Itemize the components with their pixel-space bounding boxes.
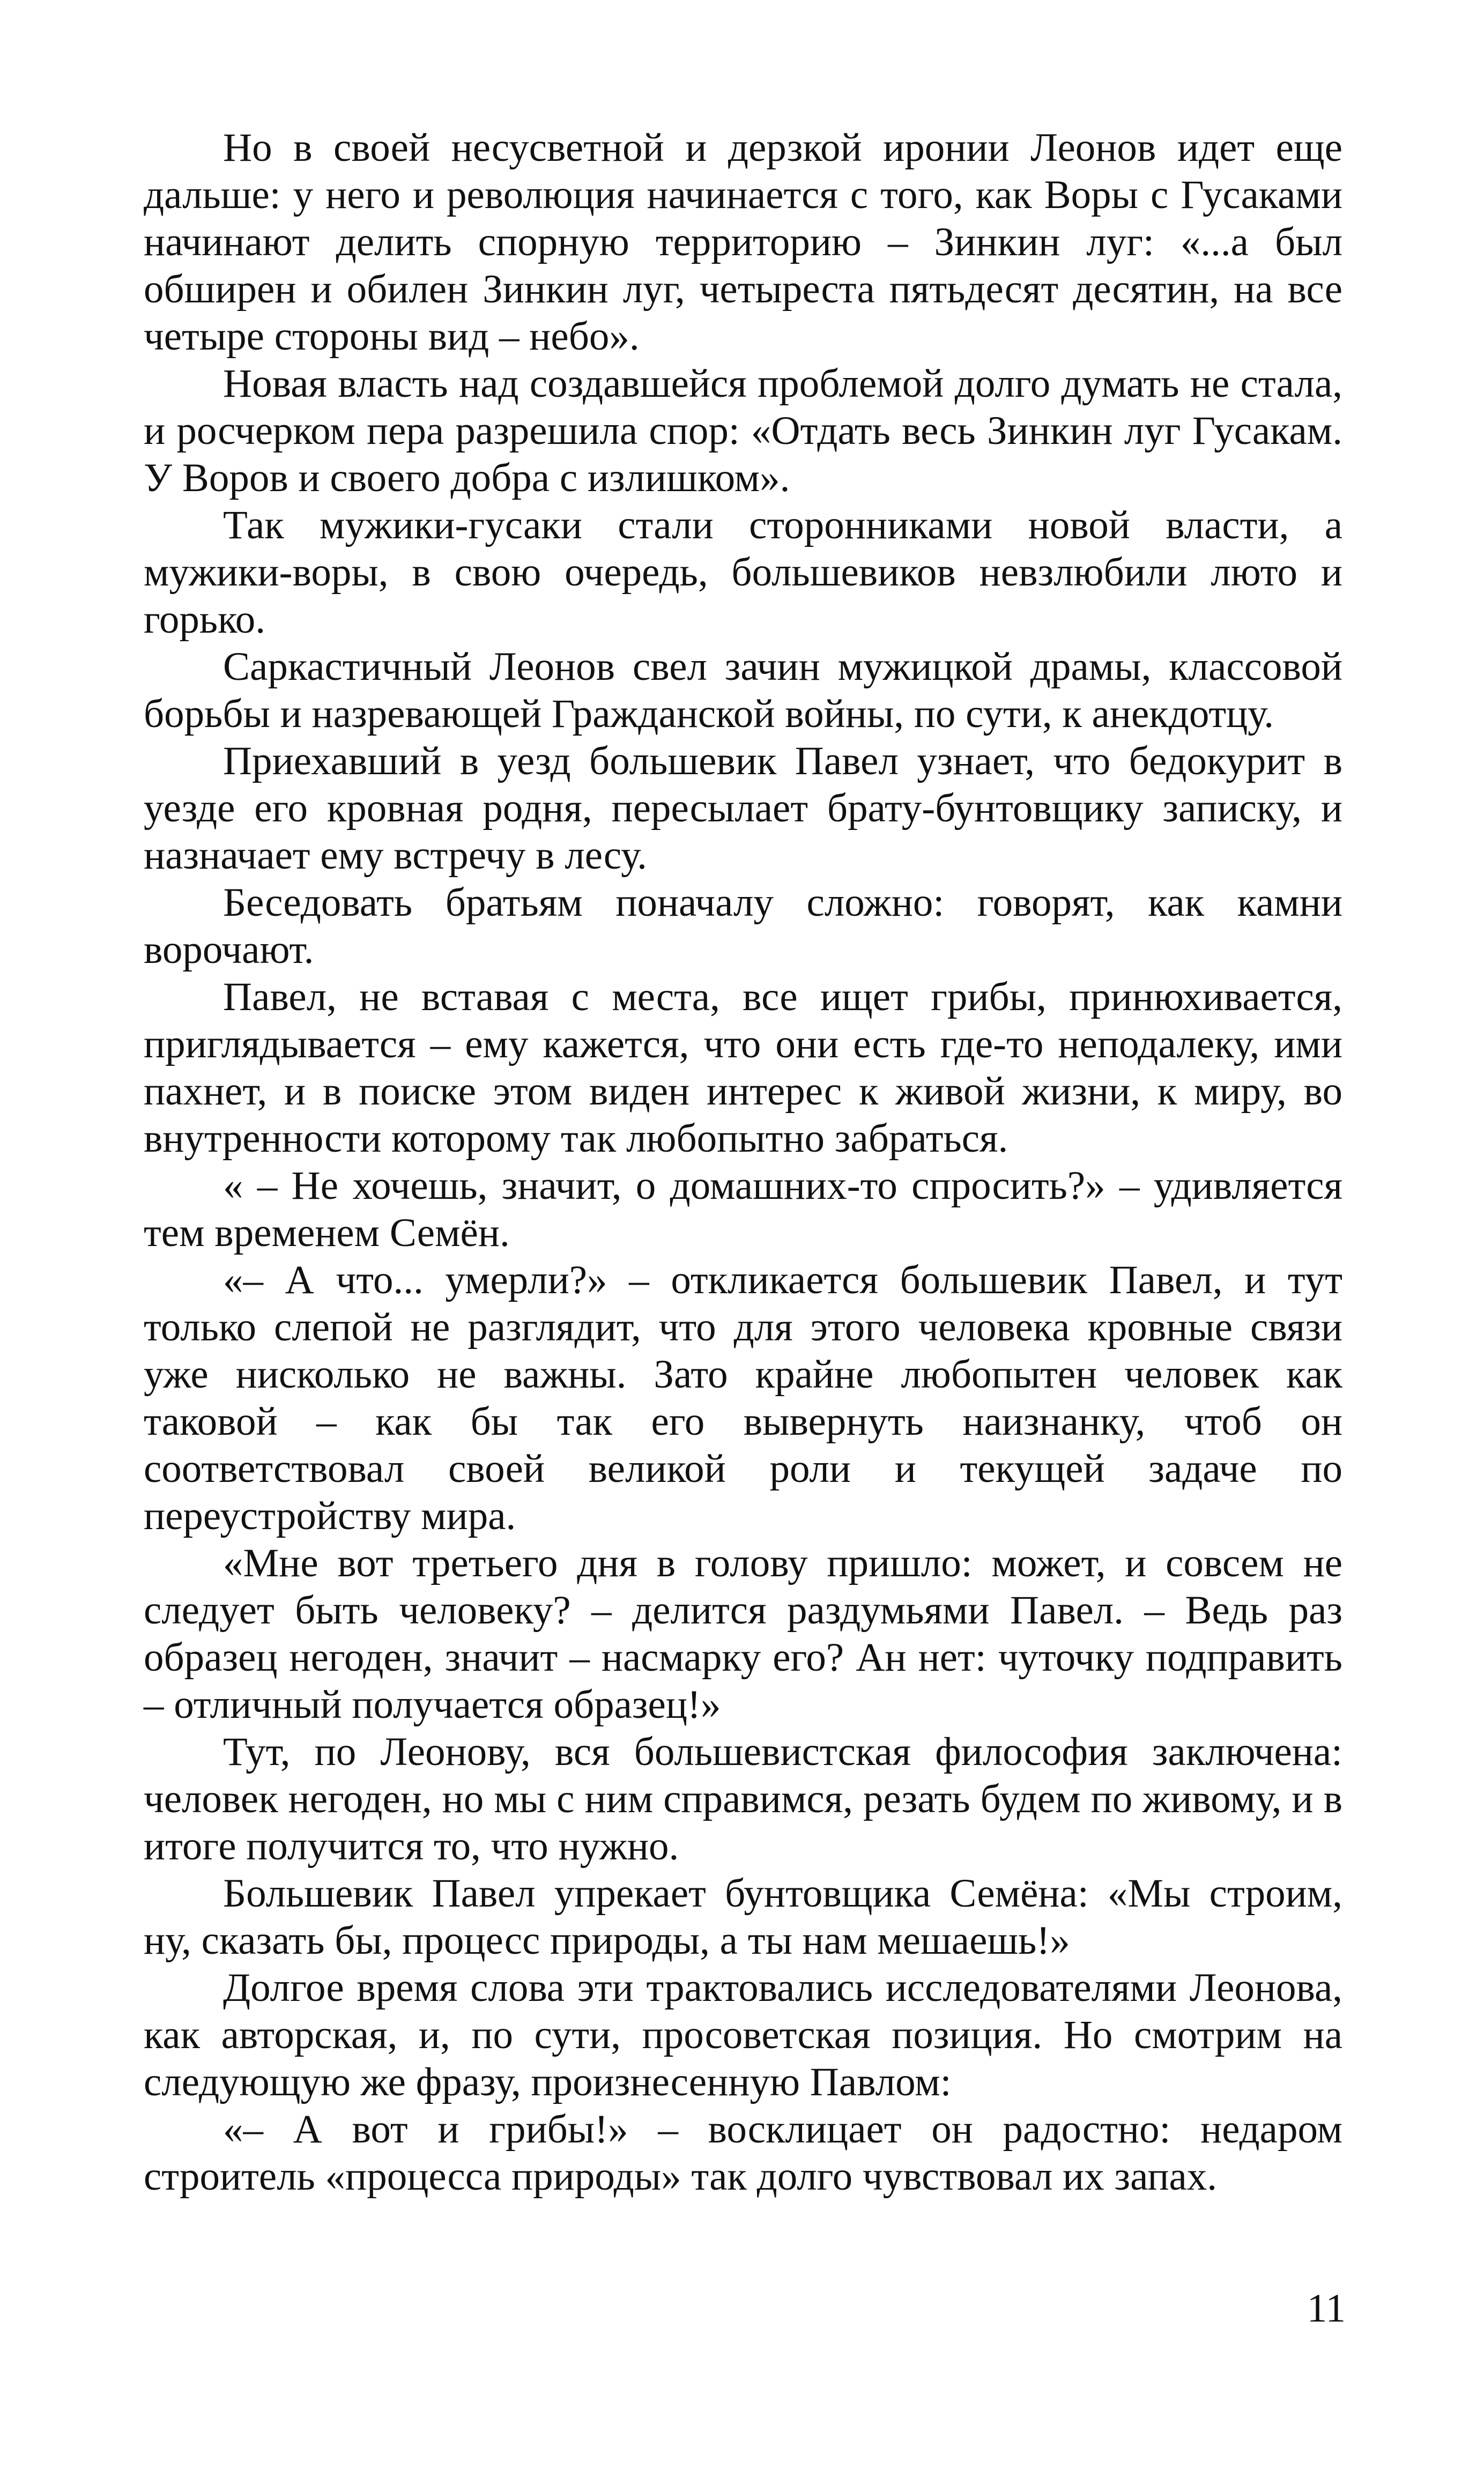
paragraph: Так мужики-гусаки стали сторонниками новой власти, а мужики-воры, в свою очередь, большевиков невзлюбили люто и горько. (144, 503, 1342, 642)
paragraph: Саркастичный Леонов свел зачин мужицкой драмы, классовой борьбы и назревающей Гражданской войны, по сути, к анекдотцу. (144, 644, 1342, 736)
paragraph: Беседовать братьям поначалу сложно: говорят, как камни ворочают. (144, 880, 1342, 972)
body-text (144, 124, 1342, 2200)
page-number: 11 (1307, 2286, 1346, 2331)
paragraph: Приехавший в уезд большевик Павел узнает, что бедокурит в уезде его кровная родня, пересылает брату-бунтовщику записку, и назначает ему встречу в лесу. (144, 739, 1342, 878)
paragraph: Новая власть над создавшейся проблемой долго думать не стала, и росчерком пера разрешила спор: «Отдать весь Зинкин луг Гусакам. У Воров и своего добра с излишком». (144, 361, 1342, 500)
paragraph: « – Не хочешь, значит, о домашних-то спросить?» – удивляется тем временем Семён. (144, 1163, 1342, 1255)
paragraph: Но в своей несусветной и дерзкой иронии Леонов идет еще дальше: у него и революция начинается с того, как Воры с Гусаками начинают делить спорную территорию – Зинкин луг: «...а был обширен и обилен Зинкин луг, четыреста пятьдесят десятин, на все четыре стороны вид – небо». (144, 125, 1342, 359)
paragraph: Павел, не вставая с места, все ищет грибы, принюхивается, приглядывается – ему кажется, что они есть где-то неподалеку, ими пахнет, и в поиске этом виден интерес к живой жизни, к миру, во внутренности которому так любопытно забраться. (144, 975, 1342, 1161)
paragraph: «Мне вот третьего дня в голову пришло: может, и совсем не следует быть человеку? – делится раздумьями Павел. – Ведь раз образец негоден, значит – насмарку его? Ан нет: чуточку подправить – отличный получается образец!» (144, 1541, 1342, 1727)
paragraph: Тут, по Леонову, вся большевистская философия заключена: человек негоден, но мы с ним справимся, резать будем по живому, и в итоге получится то, что нужно. (144, 1730, 1342, 1868)
paragraph: Долгое время слова эти трактовались исследователями Леонова, как авторская, и, по сути, просоветская позиция. Но смотрим на следующую же фразу, произнесенную Павлом: (144, 1966, 1342, 2104)
paragraph: «– А вот и грибы!» – восклицает он радостно: недаром строитель «процесса природы» так долго чувствовал их запах. (144, 2107, 1342, 2199)
paragraph: «– А что... умерли?» – откликается большевик Павел, и тут только слепой не разглядит, что для этого человека кровные связи уже нисколько не важны. Зато крайне любопытен человек как таковой – как бы так его вывернуть наизнанку, чтоб он соответствовал своей великой роли и текущей задаче по переустройству мира. (144, 1258, 1342, 1538)
paragraph: Большевик Павел упрекает бунтовщика Семёна: «Мы строим, ну, сказать бы, процесс природы, а ты нам мешаешь!» (144, 1871, 1342, 1963)
